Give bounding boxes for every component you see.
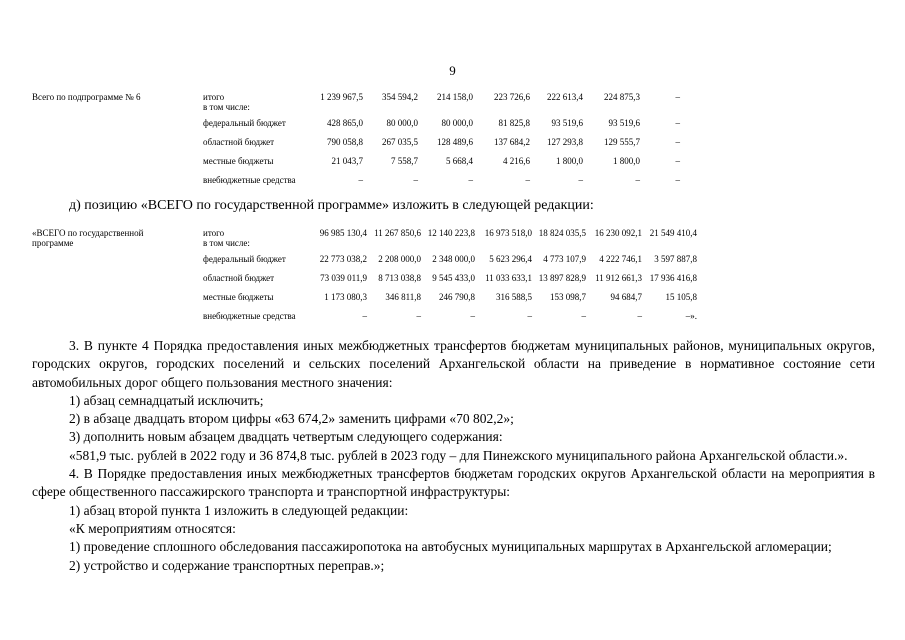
amount-cell: – bbox=[470, 311, 475, 321]
amount-cell: 73 039 011,9 bbox=[320, 273, 367, 283]
funding-source-label: местные бюджеты bbox=[203, 292, 274, 302]
amount-cell: – bbox=[675, 118, 680, 128]
amount-cell: 17 936 416,8 bbox=[649, 273, 697, 283]
funding-source-label: итого в том числе: bbox=[203, 228, 250, 248]
amount-cell: 11 912 661,3 bbox=[595, 273, 642, 283]
amount-cell: 1 239 967,5 bbox=[320, 92, 363, 102]
amount-cell: – bbox=[578, 175, 583, 185]
body-paragraph: 1) проведение сплошного обследования пассажиропотока на автобусных муниципальных маршрутах в Архангельской агломерации; bbox=[69, 539, 832, 555]
body-paragraph: 1) абзац семнадцатый исключить; bbox=[69, 392, 264, 408]
amount-cell: 8 713 038,8 bbox=[378, 273, 421, 283]
body-paragraph: 2) устройство и содержание транспортных переправ.»; bbox=[69, 557, 385, 573]
amount-cell: 346 811,8 bbox=[385, 292, 421, 302]
amount-cell: 7 558,7 bbox=[391, 156, 418, 166]
amount-cell: 1 800,0 bbox=[556, 156, 583, 166]
amount-cell: 81 825,8 bbox=[498, 118, 530, 128]
funding-source-label: внебюджетные средства bbox=[203, 175, 296, 185]
amount-cell: 223 726,6 bbox=[494, 92, 530, 102]
amount-cell: 13 897 828,9 bbox=[538, 273, 586, 283]
table-row bbox=[0, 175, 905, 194]
amount-cell: – bbox=[362, 311, 367, 321]
amount-cell: –». bbox=[685, 311, 697, 321]
amount-cell: 12 140 223,8 bbox=[427, 228, 475, 238]
table-row bbox=[0, 92, 905, 118]
amount-cell: – bbox=[525, 175, 530, 185]
amount-cell: 316 588,5 bbox=[496, 292, 532, 302]
table-row bbox=[0, 292, 905, 311]
amount-cell: 11 033 633,1 bbox=[485, 273, 532, 283]
table-row bbox=[0, 254, 905, 273]
amount-cell: – bbox=[358, 175, 363, 185]
table-row bbox=[0, 311, 905, 330]
amount-cell: 354 594,2 bbox=[382, 92, 418, 102]
amount-cell: 129 555,7 bbox=[604, 137, 640, 147]
funding-source-label: местные бюджеты bbox=[203, 156, 274, 166]
amount-cell: – bbox=[637, 311, 642, 321]
amount-cell: 246 790,8 bbox=[439, 292, 475, 302]
amount-cell: 16 973 518,0 bbox=[484, 228, 532, 238]
row-group-label: Всего по подпрограмме № 6 bbox=[32, 92, 141, 102]
amount-cell: 80 000,0 bbox=[441, 118, 473, 128]
amount-cell: – bbox=[675, 175, 680, 185]
amount-cell: – bbox=[675, 92, 680, 102]
table-row bbox=[0, 228, 905, 254]
funding-source-label: внебюджетные средства bbox=[203, 311, 296, 321]
amount-cell: 153 098,7 bbox=[550, 292, 586, 302]
document-body bbox=[32, 337, 875, 575]
amount-cell: – bbox=[468, 175, 473, 185]
amount-cell: 137 684,2 bbox=[494, 137, 530, 147]
amount-cell: 128 489,6 bbox=[437, 137, 473, 147]
amount-cell: 96 985 130,4 bbox=[319, 228, 367, 238]
table-row bbox=[0, 118, 905, 137]
amount-cell: 15 105,8 bbox=[665, 292, 697, 302]
amount-cell: 224 875,3 bbox=[604, 92, 640, 102]
table-row bbox=[0, 137, 905, 156]
amount-cell: 3 597 887,8 bbox=[654, 254, 697, 264]
amount-cell: 21 043,7 bbox=[331, 156, 363, 166]
amount-cell: 127 293,8 bbox=[547, 137, 583, 147]
subprogram-6-total-table bbox=[0, 92, 905, 194]
amount-cell: 5 668,4 bbox=[446, 156, 473, 166]
amount-cell: 93 519,6 bbox=[608, 118, 640, 128]
amount-cell: 4 222 746,1 bbox=[599, 254, 642, 264]
amount-cell: – bbox=[416, 311, 421, 321]
amount-cell: 11 267 850,6 bbox=[374, 228, 421, 238]
amount-cell: 214 158,0 bbox=[437, 92, 473, 102]
table-row bbox=[0, 273, 905, 292]
amount-cell: – bbox=[413, 175, 418, 185]
amount-cell: 94 684,7 bbox=[610, 292, 642, 302]
amount-cell: 222 613,4 bbox=[547, 92, 583, 102]
funding-source-label: итого в том числе: bbox=[203, 92, 250, 112]
body-paragraph: «К мероприятиям относятся: bbox=[69, 520, 236, 536]
amount-cell: 267 035,5 bbox=[382, 137, 418, 147]
funding-source-label: областной бюджет bbox=[203, 137, 275, 147]
body-paragraph: 1) абзац второй пункта 1 изложить в следующей редакции: bbox=[69, 502, 409, 518]
funding-source-label: областной бюджет bbox=[203, 273, 275, 283]
amount-cell: – bbox=[675, 156, 680, 166]
amount-cell: 2 348 000,0 bbox=[432, 254, 475, 264]
amendment-heading: д) позицию «ВСЕГО по государственной программе» изложить в следующей редакции: bbox=[69, 198, 594, 213]
amount-cell: 1 800,0 bbox=[613, 156, 640, 166]
body-paragraph: 4. В Порядке предоставления иных межбюджетных трансфертов бюджетам городских округов Архангельской области на мероприятия в сфере общественного пассажирского транспорта и транспортной инфраструктуры: bbox=[32, 466, 875, 500]
amount-cell: 5 623 296,4 bbox=[489, 254, 532, 264]
amount-cell: 2 208 000,0 bbox=[378, 254, 421, 264]
amount-cell: 22 773 038,2 bbox=[319, 254, 367, 264]
amount-cell: 18 824 035,5 bbox=[538, 228, 586, 238]
amount-cell: 16 230 092,1 bbox=[594, 228, 642, 238]
amount-cell: 790 058,8 bbox=[327, 137, 363, 147]
body-paragraph: 3. В пункте 4 Порядка предоставления иных межбюджетных трансфертов бюджетам муниципальных районов, муниципальных округов, городских округов, городских поселений и сельских поселений Архангельской области на приведение в нормативное состояние сети автомобильных дорог общего пользования местного значения: bbox=[32, 338, 875, 390]
funding-source-label: федеральный бюджет bbox=[203, 254, 286, 264]
body-paragraph: «581,9 тыс. рублей в 2022 году и 36 874,8 тыс. рублей в 2023 году – для Пинежского муниципального района Архангельской области.». bbox=[69, 447, 848, 463]
amount-cell: – bbox=[635, 175, 640, 185]
funding-source-label: федеральный бюджет bbox=[203, 118, 286, 128]
amount-cell: 428 865,0 bbox=[327, 118, 363, 128]
table-row bbox=[0, 156, 905, 175]
amount-cell: 21 549 410,4 bbox=[649, 228, 697, 238]
amount-cell: 93 519,6 bbox=[551, 118, 583, 128]
amount-cell: 4 773 107,9 bbox=[543, 254, 586, 264]
amount-cell: 4 216,6 bbox=[503, 156, 530, 166]
amount-cell: – bbox=[527, 311, 532, 321]
amount-cell: – bbox=[581, 311, 586, 321]
row-group-label: «ВСЕГО по государственной программе bbox=[32, 228, 144, 248]
body-paragraph: 3) дополнить новым абзацем двадцать четвертым следующего содержания: bbox=[69, 429, 503, 445]
amount-cell: – bbox=[675, 137, 680, 147]
amount-cell: 80 000,0 bbox=[386, 118, 418, 128]
amount-cell: 1 173 080,3 bbox=[324, 292, 367, 302]
page-number: 9 bbox=[449, 63, 456, 78]
state-program-total-table bbox=[0, 228, 905, 330]
amount-cell: 9 545 433,0 bbox=[432, 273, 475, 283]
body-paragraph: 2) в абзаце двадцать втором цифры «63 674,2» заменить цифрами «70 802,2»; bbox=[69, 411, 514, 427]
